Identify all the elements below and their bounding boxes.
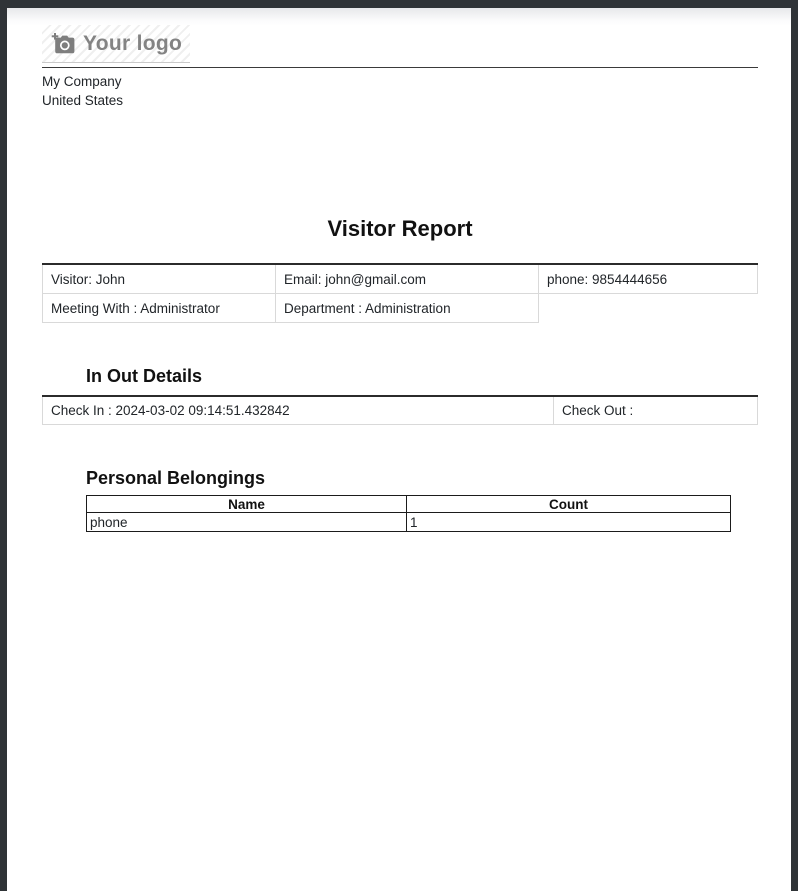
visitor-cell: Visitor: John [43,264,276,294]
check-in-cell: Check In : 2024-03-02 09:14:51.432842 [43,396,554,425]
empty-cell [539,294,758,323]
report-page [7,8,791,891]
belongings-heading: Personal Belongings [86,468,266,488]
check-out-cell: Check Out : [554,396,758,425]
belongings-row [87,513,731,532]
company-block [42,72,758,110]
meeting-with-cell: Meeting With : Administrator [43,294,276,323]
belongings-table [86,495,731,532]
visitor-info-table [42,263,758,323]
header-divider [42,67,758,68]
visitor-info-row-2 [43,294,758,323]
visitor-info-row-1 [43,264,758,294]
belongings-header-row [87,496,731,513]
logo-text: Your logo [83,31,183,55]
belonging-name-cell: phone [87,513,407,532]
company-country: United States [42,93,124,108]
belongings-col-name: Name [87,496,407,513]
report-content [7,25,791,532]
in-out-table [42,395,758,425]
company-name: My Company [42,74,122,89]
belonging-count-cell: 1 [407,513,731,532]
in-out-row [43,396,758,425]
camera-plus-icon [51,33,75,54]
report-title: Visitor Report [327,216,473,241]
in-out-heading: In Out Details [86,366,203,386]
email-cell: Email: john@gmail.com [276,264,539,294]
belongings-col-count: Count [407,496,731,513]
department-cell: Department : Administration [276,294,539,323]
logo-placeholder [42,25,190,63]
phone-cell: phone: 9854444656 [539,264,758,294]
